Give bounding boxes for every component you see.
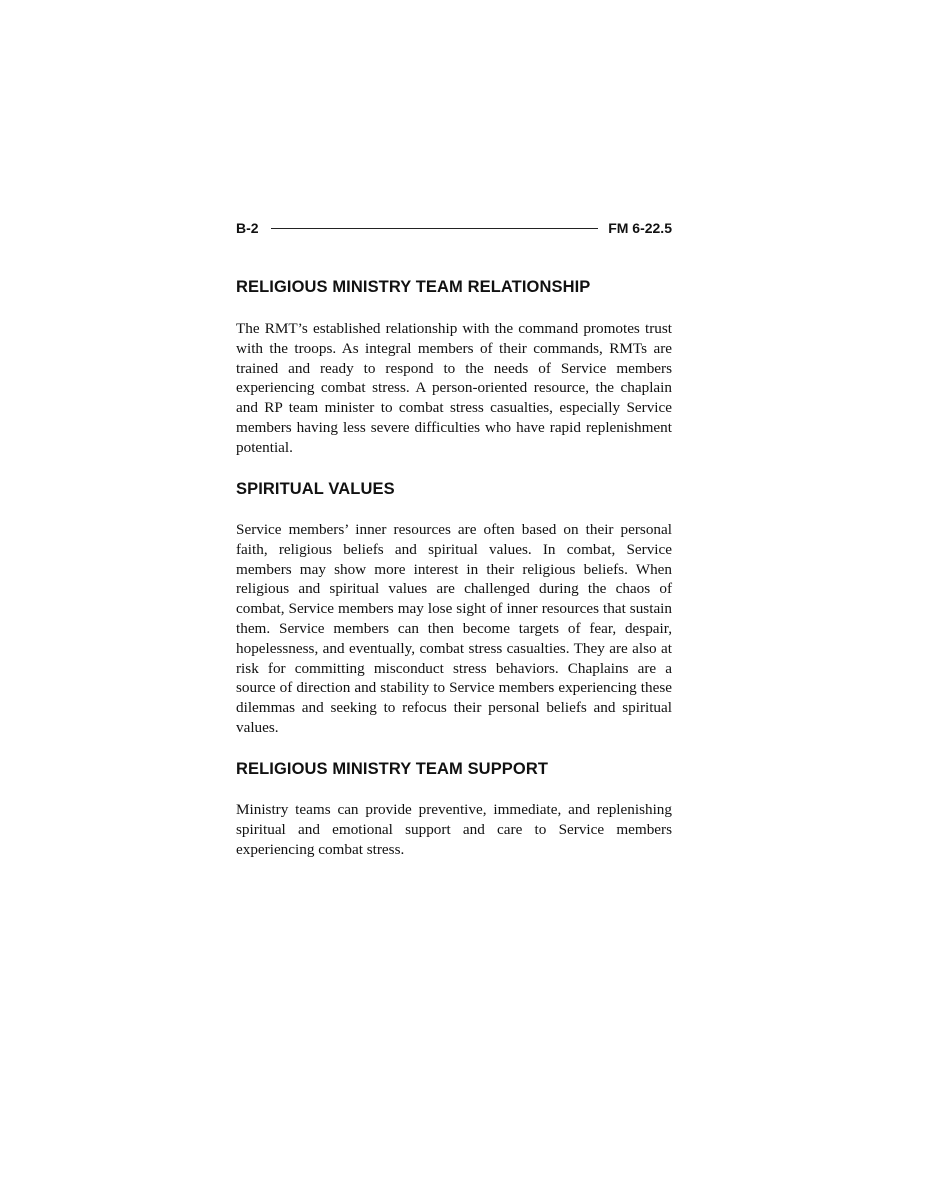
section-heading-rmt-support: RELIGIOUS MINISTRY TEAM SUPPORT [236, 760, 549, 778]
section-heading-spiritual-values: SPIRITUAL VALUES [236, 480, 395, 498]
running-header [236, 216, 672, 240]
manual-id: FM 6-22.5 [608, 220, 672, 236]
section-body-rmt-relationship: The RMT’s established relationship with the command promotes trust with the troops. As integral members of their commands, RMTs are trained and ready to respond to the needs of Service members experiencing combat stress. A person-oriented resource, the chaplain and RP team minister to combat stress casualties, especially Service members having less severe difficulties who have rapid replenishment potential. [236, 320, 672, 456]
document-page [236, 216, 672, 858]
section-heading-rmt-relationship: RELIGIOUS MINISTRY TEAM RELATIONSHIP [236, 278, 591, 296]
header-rule [271, 228, 599, 229]
page-number: B-2 [236, 220, 259, 236]
section-body-spiritual-values: Service members’ inner resources are often based on their personal faith, religious beliefs and spiritual values. In combat, Service members may show more interest in their religious beliefs. When religious and spiritual values are challenged during the chaos of combat, Service members may lose sight of inner resources that sustain them. Service members can then become targets of fear, despair, hopelessness, and eventually, combat stress casualties. They are also at risk for committing misconduct stress behaviors. Chaplains are a source of direction and stability to Service members experiencing these dilemmas and seeking to refocus their personal beliefs and spiritual values. [236, 521, 672, 736]
section-body-rmt-support: Ministry teams can provide preventive, immediate, and replenishing spiritual and emotional support and care to Service members experiencing combat stress. [236, 801, 672, 858]
